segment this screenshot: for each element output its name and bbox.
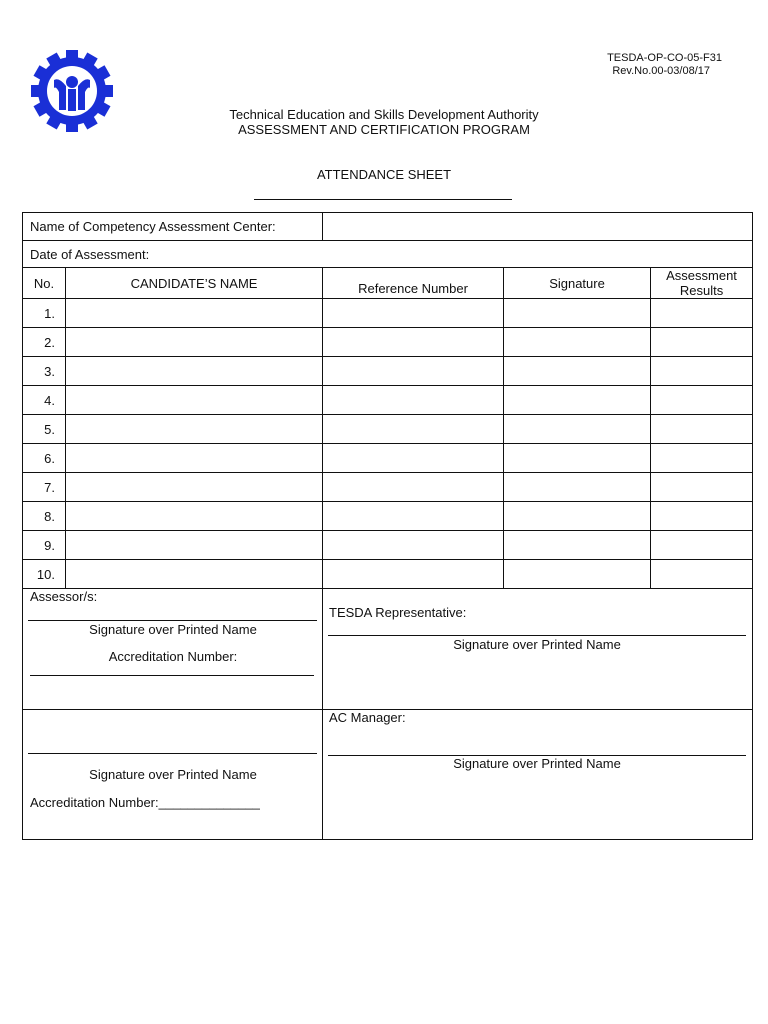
ac-manager-label: AC Manager: (329, 710, 406, 725)
row-number: 3. (23, 357, 66, 386)
signature-cell[interactable] (504, 415, 651, 444)
accreditation-line[interactable] (30, 675, 314, 676)
candidate-name-cell[interactable] (66, 328, 323, 357)
attendance-table (22, 212, 753, 840)
col-no: No. (23, 268, 66, 299)
results-cell[interactable] (651, 386, 753, 415)
col-reference-number: Reference Number (323, 268, 504, 299)
candidate-row (23, 473, 753, 502)
assessor-2-block (23, 710, 323, 840)
reference-number-cell[interactable] (323, 502, 504, 531)
results-cell[interactable] (651, 502, 753, 531)
form-code: TESDA-OP-CO-05-F31 (607, 52, 722, 64)
column-header-row (23, 268, 753, 299)
signature-cell[interactable] (504, 531, 651, 560)
candidate-row (23, 357, 753, 386)
signature-cell[interactable] (504, 560, 651, 589)
assessor-2-signature-line[interactable] (28, 753, 317, 754)
reference-number-cell[interactable] (323, 444, 504, 473)
candidate-name-cell[interactable] (66, 473, 323, 502)
results-cell[interactable] (651, 328, 753, 357)
results-cell[interactable] (651, 444, 753, 473)
results-cell[interactable] (651, 531, 753, 560)
assessor-sig-caption: Signature over Printed Name (89, 622, 257, 637)
candidate-name-cell[interactable] (66, 502, 323, 531)
candidate-name-cell[interactable] (66, 415, 323, 444)
revision-number: Rev.No.00-03/08/17 (612, 65, 710, 77)
sheet-title: ATTENDANCE SHEET (316, 167, 452, 182)
row-number: 10. (23, 560, 66, 589)
ac-manager-block (323, 710, 753, 840)
candidate-row (23, 560, 753, 589)
center-label: Name of Competency Assessment Center: (23, 213, 323, 241)
candidate-name-cell[interactable] (66, 299, 323, 328)
signature-cell[interactable] (504, 444, 651, 473)
candidate-name-cell[interactable] (66, 560, 323, 589)
row-number: 1. (23, 299, 66, 328)
date-label[interactable]: Date of Assessment: (23, 241, 753, 268)
title-underline (254, 199, 512, 200)
results-cell[interactable] (651, 415, 753, 444)
candidate-row (23, 531, 753, 560)
reference-number-cell[interactable] (323, 560, 504, 589)
center-row (23, 213, 753, 241)
row-number: 6. (23, 444, 66, 473)
reference-number-cell[interactable] (323, 386, 504, 415)
candidate-name-cell[interactable] (66, 357, 323, 386)
center-input[interactable] (323, 213, 753, 241)
results-cell[interactable] (651, 560, 753, 589)
tesda-rep-sig-caption: Signature over Printed Name (453, 637, 621, 652)
candidate-row (23, 386, 753, 415)
col-candidate-name: CANDIDATE’S NAME (66, 268, 323, 299)
col-signature: Signature (504, 268, 651, 299)
accreditation-2-label[interactable]: Accreditation Number:______________ (30, 795, 260, 810)
candidate-row (23, 502, 753, 531)
row-number: 9. (23, 531, 66, 560)
reference-number-cell[interactable] (323, 531, 504, 560)
accreditation-label: Accreditation Number: (108, 649, 238, 664)
reference-number-cell[interactable] (323, 473, 504, 502)
signature-cell[interactable] (504, 386, 651, 415)
candidate-row (23, 328, 753, 357)
reference-number-cell[interactable] (323, 299, 504, 328)
results-cell[interactable] (651, 299, 753, 328)
col-results-line2: Results (679, 283, 724, 298)
row-number: 7. (23, 473, 66, 502)
reference-number-cell[interactable] (323, 415, 504, 444)
tesda-rep-signature-line[interactable] (328, 635, 746, 636)
row-number: 5. (23, 415, 66, 444)
signature-cell[interactable] (504, 357, 651, 386)
reference-number-cell[interactable] (323, 328, 504, 357)
candidate-name-cell[interactable] (66, 444, 323, 473)
candidate-row (23, 444, 753, 473)
assessor-block (23, 589, 323, 710)
signature-cell[interactable] (504, 299, 651, 328)
results-cell[interactable] (651, 357, 753, 386)
signature-cell[interactable] (504, 473, 651, 502)
assessor-label: Assessor/s: (30, 589, 98, 604)
assessor-signature-line[interactable] (28, 620, 317, 621)
organization-name: Technical Education and Skills Development Authority (229, 107, 539, 122)
date-row (23, 241, 753, 268)
tesda-rep-label: TESDA Representative: (329, 605, 467, 620)
candidate-name-cell[interactable] (66, 386, 323, 415)
candidate-name-cell[interactable] (66, 531, 323, 560)
signature-cell[interactable] (504, 328, 651, 357)
signature-cell[interactable] (504, 502, 651, 531)
candidate-row (23, 415, 753, 444)
signatory-row-2 (23, 710, 753, 840)
signatory-row-1 (23, 589, 753, 710)
col-assessment-results (651, 268, 753, 299)
row-number: 4. (23, 386, 66, 415)
candidate-row (23, 299, 753, 328)
tesda-rep-block (323, 589, 753, 710)
row-number: 8. (23, 502, 66, 531)
col-results-line1: Assessment (666, 268, 737, 283)
ac-manager-sig-caption: Signature over Printed Name (453, 756, 621, 771)
reference-number-cell[interactable] (323, 357, 504, 386)
row-number: 2. (23, 328, 66, 357)
assessor-2-sig-caption: Signature over Printed Name (89, 767, 257, 782)
results-cell[interactable] (651, 473, 753, 502)
program-name: ASSESSMENT AND CERTIFICATION PROGRAM (238, 122, 530, 137)
